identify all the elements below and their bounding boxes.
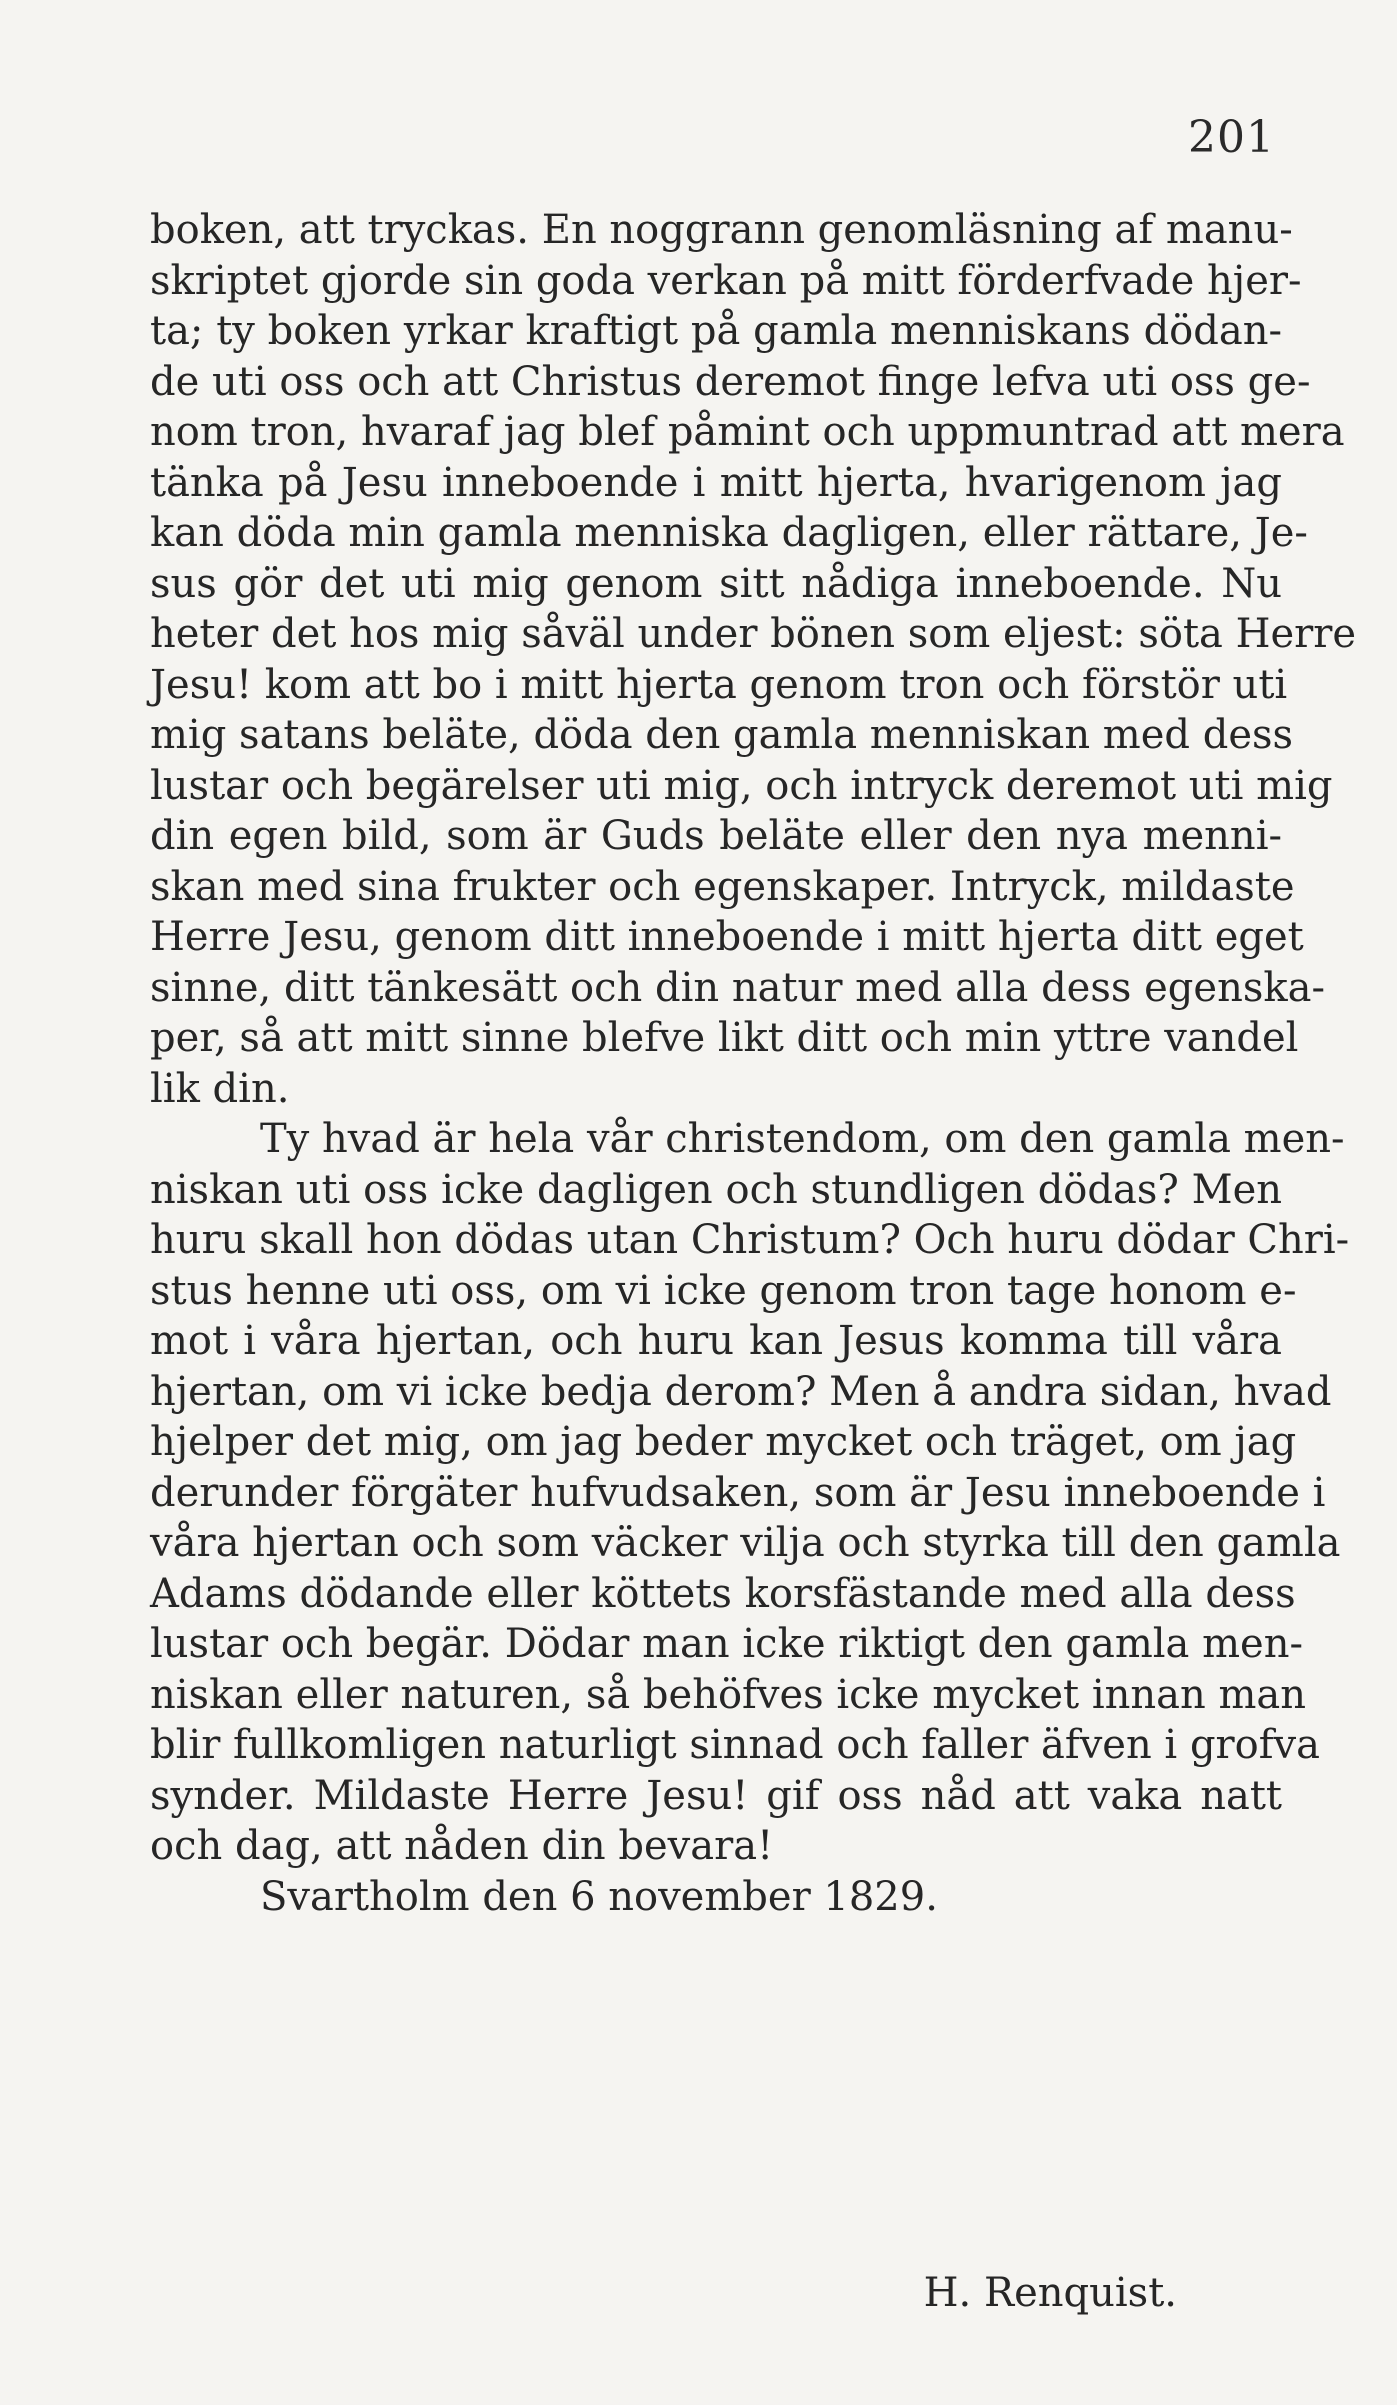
text-line: våra hjertan och som väcker vilja och styrka till den gamla	[150, 1520, 1341, 1566]
text-line: ta; ty boken yrkar kraftigt på gamla menniskans dödan-	[150, 308, 1282, 354]
text-line: din egen bild, som är Guds beläte eller den nya menni-	[150, 813, 1282, 859]
body-text	[150, 205, 1357, 1922]
text-line: nom tron, hvaraf jag blef påmint och uppmuntrad att mera	[150, 409, 1345, 455]
text-line: synder. Mildaste Herre Jesu! gif oss nåd att vaka natt	[150, 1772, 1282, 1819]
text-line: boken, att tryckas. En noggrann genomläsning af manu-	[150, 207, 1293, 253]
text-line: skriptet gjorde sin goda verkan på mitt förderfvade hjer-	[150, 257, 1302, 304]
text-line: stus henne uti oss, om vi icke genom tron tage honom e-	[150, 1267, 1297, 1314]
text-line: Adams dödande eller köttets korsfästande med alla dess	[150, 1570, 1296, 1617]
paragraph-end-line: och dag, att nåden din bevara!	[150, 1823, 774, 1869]
text-line: lustar och begär. Dödar man icke riktigt den gamla men-	[150, 1621, 1303, 1667]
text-line: huru skall hon dödas utan Christum? Och huru dödar Chri-	[150, 1217, 1350, 1263]
text-line: lustar och begärelser uti mig, och intryck deremot uti mig	[150, 762, 1333, 809]
text-line: tänka på Jesu inneboende i mitt hjerta, hvarigenom jag	[150, 459, 1282, 506]
text-line: mig satans beläte, döda den gamla menniskan med dess	[150, 712, 1294, 758]
text-line: mot i våra hjertan, och huru kan Jesus komma till våra	[150, 1318, 1282, 1364]
text-line: niskan uti oss icke dagligen och stundligen dödas? Men	[150, 1166, 1282, 1213]
text-line: blir fullkomligen naturligt sinnad och faller äfven i grofva	[150, 1722, 1320, 1768]
text-line: hjertan, om vi icke bedja derom? Men å andra sidan, hvad	[150, 1368, 1332, 1415]
text-line: hjelper det mig, om jag beder mycket och träget, om jag	[150, 1419, 1297, 1465]
text-line: niskan eller naturen, så behöfves icke mycket innan man	[150, 1671, 1306, 1718]
text-line: Jesu! kom att bo i mitt hjerta genom tron och förstör uti	[150, 661, 1288, 708]
text-line: sinne, ditt tänkesätt och din natur med alla dess egenska-	[150, 964, 1325, 1011]
text-line: kan döda min gamla menniska dagligen, eller rättare, Je-	[150, 510, 1308, 556]
paragraph-start-line: Ty hvad är hela vår christendom, om den gamla men-	[260, 1116, 1345, 1162]
text-line: heter det hos mig såväl under bönen som eljest: söta Herre	[150, 611, 1357, 657]
signature: H. Renquist.	[923, 2270, 1177, 2316]
text-line: sus gör det uti mig genom sitt nådiga inneboende. Nu	[150, 560, 1282, 607]
dateline: Svartholm den 6 november 1829.	[260, 1873, 938, 1920]
text-line: skan med sina frukter och egenskaper. Intryck, mildaste	[150, 863, 1295, 910]
text-line: Herre Jesu, genom ditt inneboende i mitt hjerta ditt eget	[150, 914, 1304, 960]
page-number: 201	[1188, 112, 1275, 163]
text-line: de uti oss och att Christus deremot finge lefva uti oss ge-	[150, 358, 1311, 405]
text-line: per, så att mitt sinne blefve likt ditt och min yttre vandel	[150, 1015, 1299, 1061]
paragraph-end-line: lik din.	[150, 1065, 290, 1112]
text-line: derunder förgäter hufvudsaken, som är Jesu inneboende i	[150, 1469, 1326, 1516]
